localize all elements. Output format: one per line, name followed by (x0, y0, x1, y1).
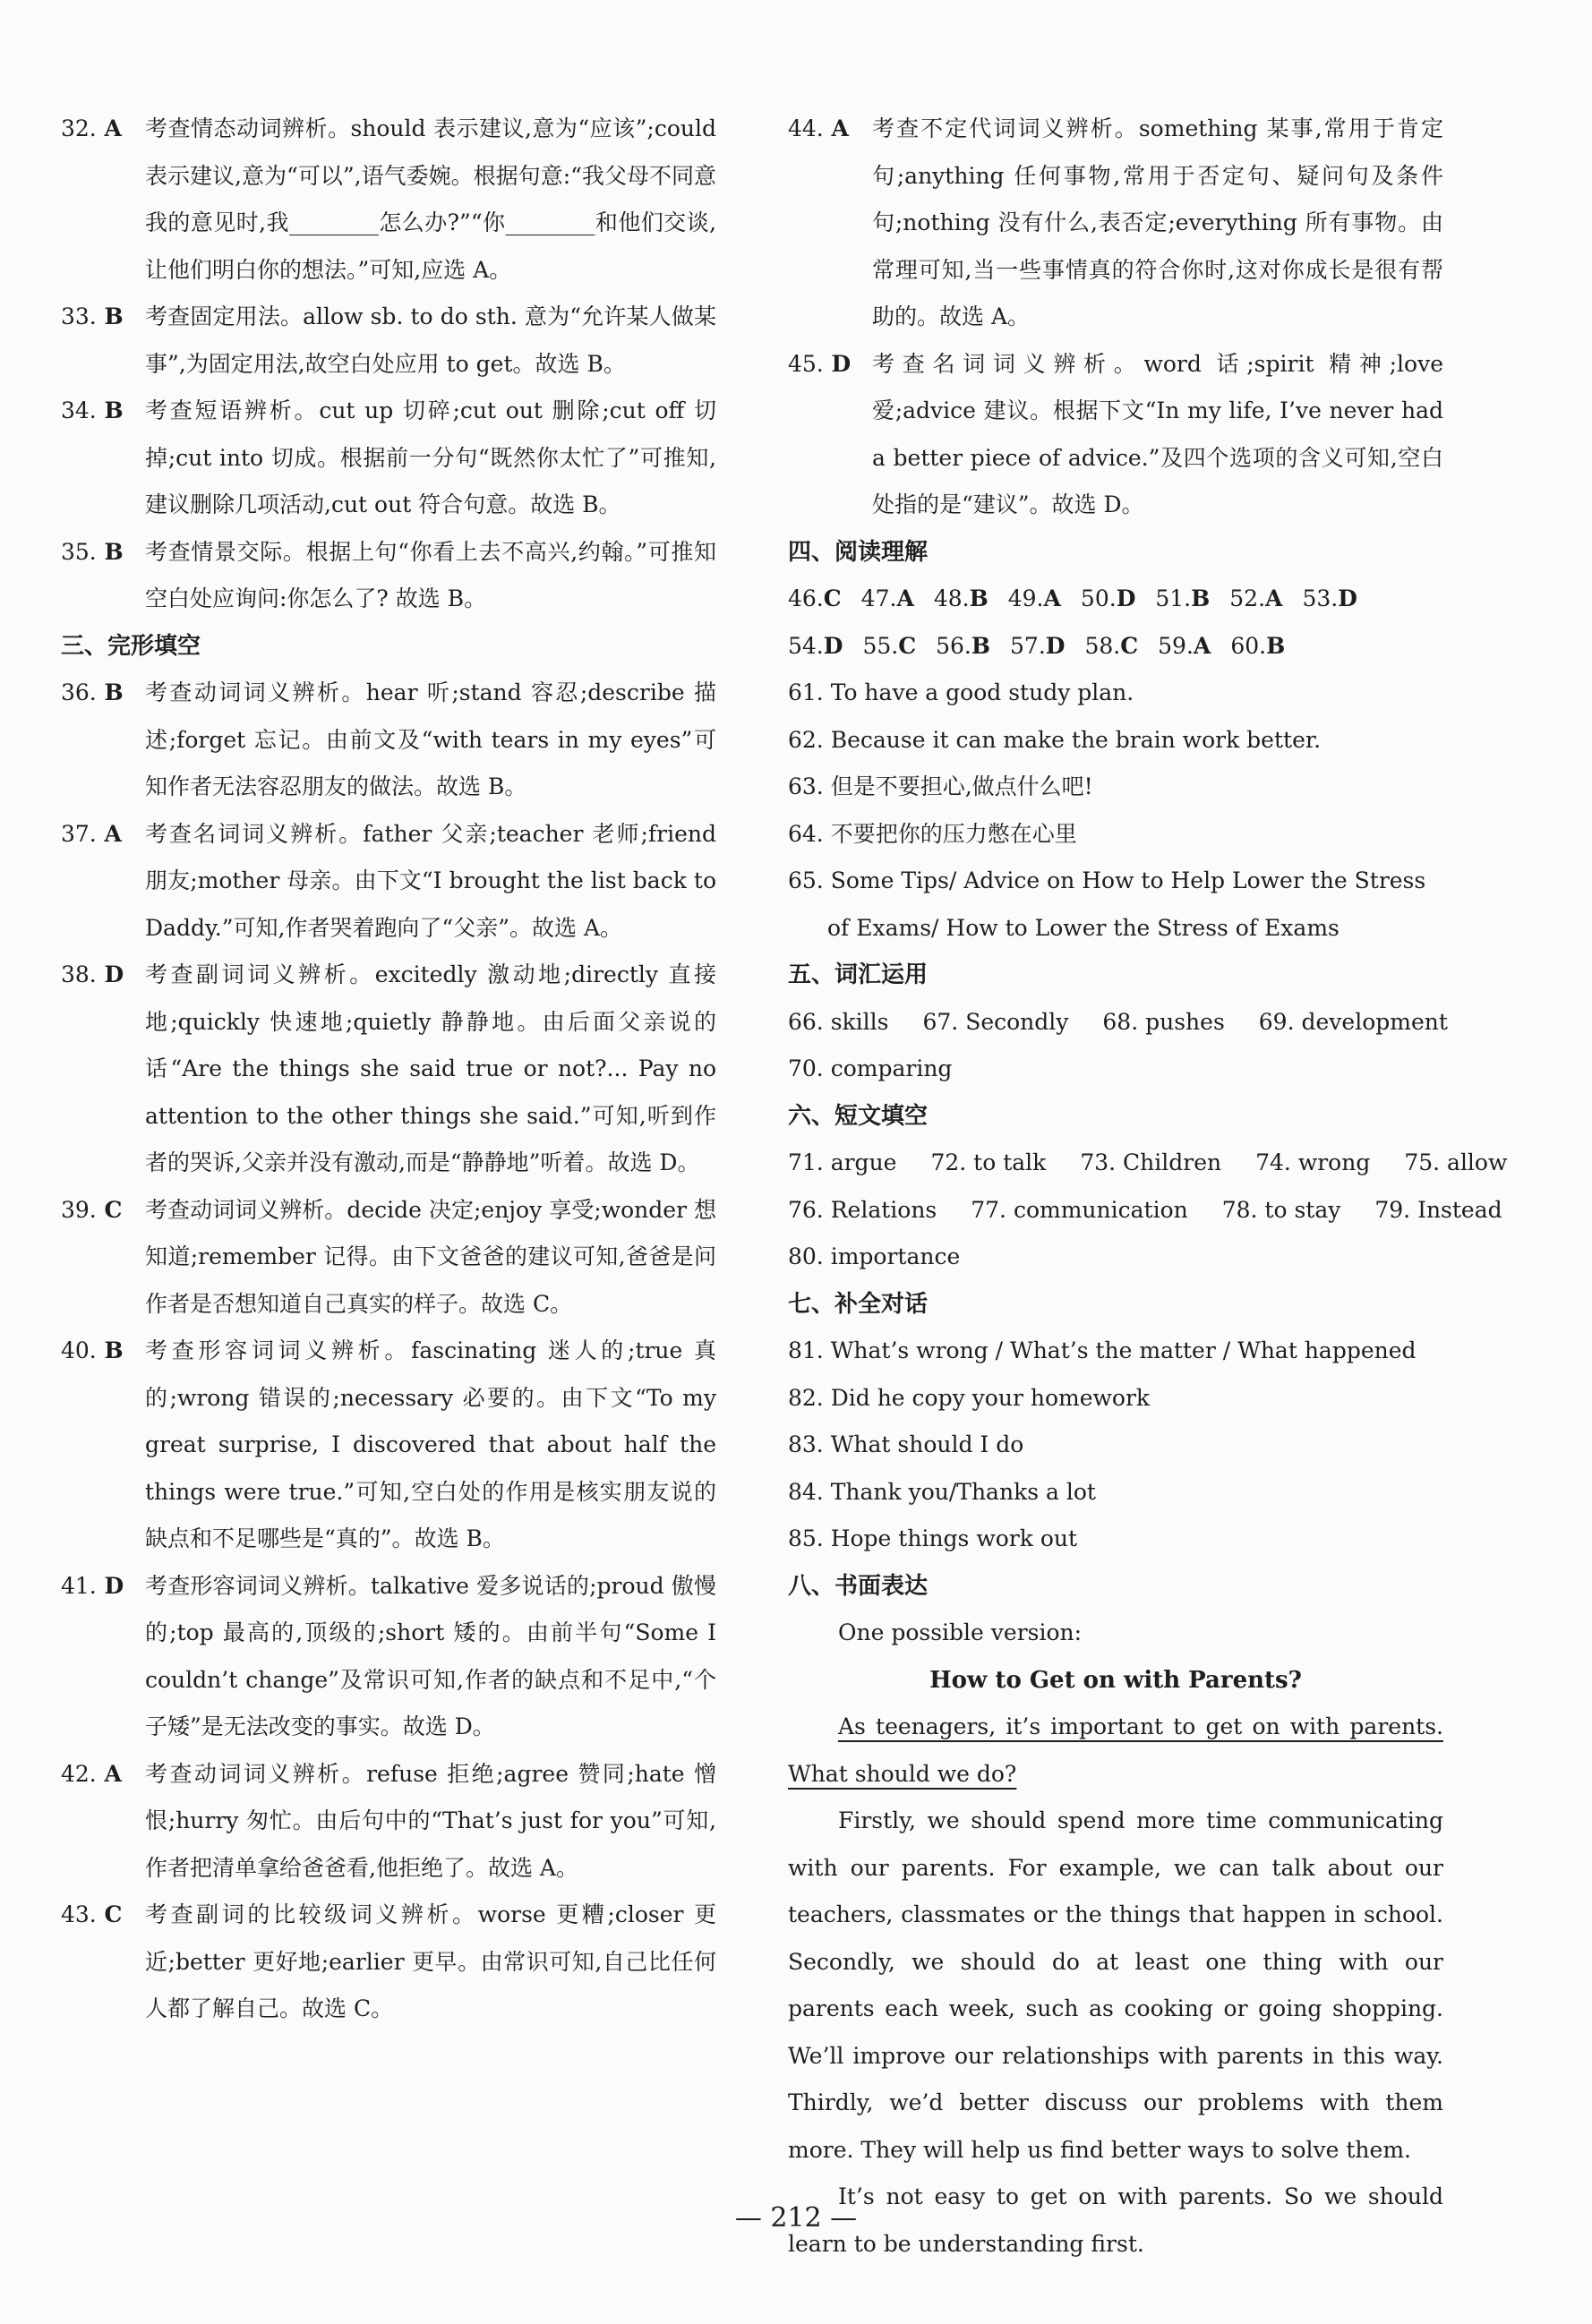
section-heading: 三、完形填空 (61, 632, 201, 660)
fill-answer: 73. Children (1080, 1149, 1222, 1175)
fill-answer: 71. argue (788, 1149, 897, 1175)
fill-answer: 76. Relations (788, 1196, 937, 1223)
fill-answer: 78. to stay (1221, 1196, 1341, 1223)
fill-row (788, 1140, 1508, 1187)
essay-paragraph: Firstly, we should spend more time communicating with our parents. For example, we can talk about our teachers, classmates or the things that happen in school. Secondly, we should do at least one thing with our parents each week, such as cooking or going shopping. We’ll improve our relationships with parents in this way. Thirdly, we’d better discuss our problems with them more. They will help us find better ways to solve them. (788, 1807, 1443, 2163)
reading-answer: 52.A (1229, 585, 1283, 611)
reading-answer: 53.D (1302, 585, 1357, 611)
vocab-answer: 70. comparing (788, 1055, 953, 1081)
section-heading: 五、词汇运用 (788, 961, 929, 988)
answer-45: 45. D 考查名词词义辨析。word 话;spirit 精神;love 爱;advice 建议。根据下文“In my life, I’ve never had a better piece of advice.”及四个选项的含义可知,空白处指的是“建议”。故选 D。 (788, 350, 1443, 517)
answer-32: 32. A 考查情态动词辨析。should 表示建议,意为“应该”;could 表示建议,意为“可以”,语气委婉。根据句意:“我父母不同意我的意见时,我________怎么办?”“你________和他们交谈,让他们明白你的想法。”可知,应选 A。 (61, 115, 716, 283)
answer-44: 44. A 考查不定代词词义辨析。something 某事,常用于肯定句;anything 任何事物,常用于否定句、疑问句及条件句;nothing 没有什么,表否定;everything 所有事物。由常理可知,当一些事情真的符合你时,这对你成长是很有帮助的。故选 A。 (788, 115, 1443, 329)
section-heading: 七、补全对话 (788, 1290, 929, 1318)
reading-line: 62. Because it can make the brain work better. (788, 726, 1322, 753)
essay-intro: One possible version: (838, 1619, 1083, 1645)
fill-answer: 80. importance (788, 1243, 961, 1269)
reading-answer: 58.C (1084, 632, 1139, 659)
reading-answer: 51.B (1155, 585, 1211, 611)
vocab-answer: 66. skills (788, 1008, 889, 1035)
fill-answer: 74. wrong (1255, 1149, 1371, 1175)
reading-answer: 57.D (1010, 632, 1066, 659)
fill-row (788, 1187, 1502, 1235)
answer-38: 38. D 考查副词词义辨析。excitedly 激动地;directly 直接地;quickly 快速地;quietly 静静地。由后面父亲说的话“Are the things she said true or not?... Pay no attention to the other things she said.”可知,听到作者的哭诉,父亲并没有激动,而是“静静地”听着。故选 D。 (61, 961, 716, 1175)
fill-answer: 77. communication (971, 1196, 1188, 1223)
section-heading: 八、书面表达 (788, 1572, 929, 1600)
essay-opening: As teenagers, it’s important to get on with parents. What should we do? (788, 1713, 1443, 1787)
fill-answer: 72. to talk (930, 1149, 1047, 1175)
answer-43: 43. C 考查副词的比较级词义辨析。worse 更糟;closer 更近;better 更好地;earlier 更早。由常识可知,自己比任何人都了解自己。故选 C。 (61, 1901, 716, 2021)
reading-answer: 48.B (933, 585, 989, 611)
vocab-answer: 69. development (1258, 1008, 1448, 1035)
vocab-answer: 68. pushes (1102, 1008, 1225, 1035)
right-column (788, 106, 1508, 2268)
reading-answers-row (788, 623, 1443, 671)
fill-answer: 75. allow (1404, 1149, 1508, 1175)
dialog-line: 83. What should I do (788, 1431, 1024, 1457)
reading-answer: 49.A (1007, 585, 1061, 611)
reading-answer: 60.B (1230, 632, 1286, 659)
fill-answer: 79. Instead (1374, 1196, 1502, 1223)
answer-36: 36. B 考查动词词义辨析。hear 听;stand 容忍;describe 描述;forget 忘记。由前文及“with tears in my eyes”可知作者无法容忍朋友的做法。故选 B。 (61, 679, 716, 799)
section-heading: 六、短文填空 (788, 1102, 929, 1130)
answer-41: 41. D 考查形容词词义辨析。talkative 爱多说话的;proud 傲慢的;top 最高的,顶级的;short 矮的。由前半句“Some I couldn’t change”及常识可知,作者的缺点和不足中,“个子矮”是无法改变的事实。故选 D。 (61, 1572, 716, 1739)
essay-paragraph: It’s not easy to get on with parents. So we should learn to be understanding first. (788, 2183, 1443, 2257)
reading-line: 65. Some Tips/ Advice on How to Help Lower the Stress of Exams/ How to Lower the Stress of Exams (788, 867, 1426, 941)
answer-39: 39. C 考查动词词义辨析。decide 决定;enjoy 享受;wonder 想知道;remember 记得。由下文爸爸的建议可知,爸爸是问作者是否想知道自己真实的样子。故选 C。 (61, 1196, 716, 1317)
answer-37: 37. A 考查名词词义辨析。father 父亲;teacher 老师;friend 朋友;mother 母亲。由下文“I brought the list back to Daddy.”可知,作者哭着跑向了“父亲”。故选 A。 (61, 820, 716, 941)
fill-row (788, 1234, 1443, 1281)
reading-answer: 56.B (936, 632, 991, 659)
reading-answer: 50.D (1080, 585, 1136, 611)
answer-35: 35. B 考查情景交际。根据上句“你看上去不高兴,约翰。”可推知空白处应询问:你怎么了? 故选 B。 (61, 538, 716, 611)
answer-34: 34. B 考查短语辨析。cut up 切碎;cut out 删除;cut off 切掉;cut into 切成。根据前一分句“既然你太忙了”可推知,建议删除几项活动,cut out 符合句意。故选 B。 (61, 397, 716, 517)
answer-40: 40. B 考查形容词词义辨析。fascinating 迷人的;true 真的;wrong 错误的;necessary 必要的。由下文“To my great surprise, I discovered that about half the things were true.”可知,空白处的作用是核实朋友说的缺点和不足哪些是“真的”。故选 B。 (61, 1337, 716, 1551)
reading-line: 63. 但是不要担心,做点什么吧! (788, 773, 1093, 799)
reading-answer: 59.A (1158, 632, 1211, 659)
reading-answer: 46.C (788, 585, 842, 611)
reading-answer: 47.A (860, 585, 914, 611)
reading-answer: 54.D (788, 632, 843, 659)
left-column (61, 106, 716, 2033)
dialog-line: 84. Thank you/Thanks a lot (788, 1478, 1096, 1505)
reading-line: 64. 不要把你的压力憋在心里 (788, 820, 1077, 847)
reading-answers-row (788, 576, 1443, 623)
vocab-answer: 67. Secondly (922, 1008, 1069, 1035)
answer-42: 42. A 考查动词词义辨析。refuse 拒绝;agree 赞同;hate 憎恨;hurry 匆忙。由后句中的“That’s just for you”可知,作者把清单拿给爸爸看,他拒绝了。故选 A。 (61, 1760, 716, 1881)
reading-line: 61. To have a good study plan. (788, 679, 1134, 705)
answer-33: 33. B 考查固定用法。allow sb. to do sth. 意为“允许某人做某事”,为固定用法,故空白处应用 to get。故选 B。 (61, 303, 716, 377)
dialog-line: 81. What’s wrong / What’s the matter / What happened (788, 1337, 1417, 1363)
vocab-row (788, 999, 1448, 1047)
section-heading: 四、阅读理解 (788, 538, 929, 566)
dialog-line: 85. Hope things work out (788, 1525, 1078, 1551)
vocab-row (788, 1046, 1443, 1093)
page-number: — 212 — (734, 2202, 858, 2234)
essay-title: How to Get on with Parents? (929, 1666, 1302, 1694)
dialog-line: 82. Did he copy your homework (788, 1384, 1151, 1411)
reading-answer: 55.C (862, 632, 917, 659)
